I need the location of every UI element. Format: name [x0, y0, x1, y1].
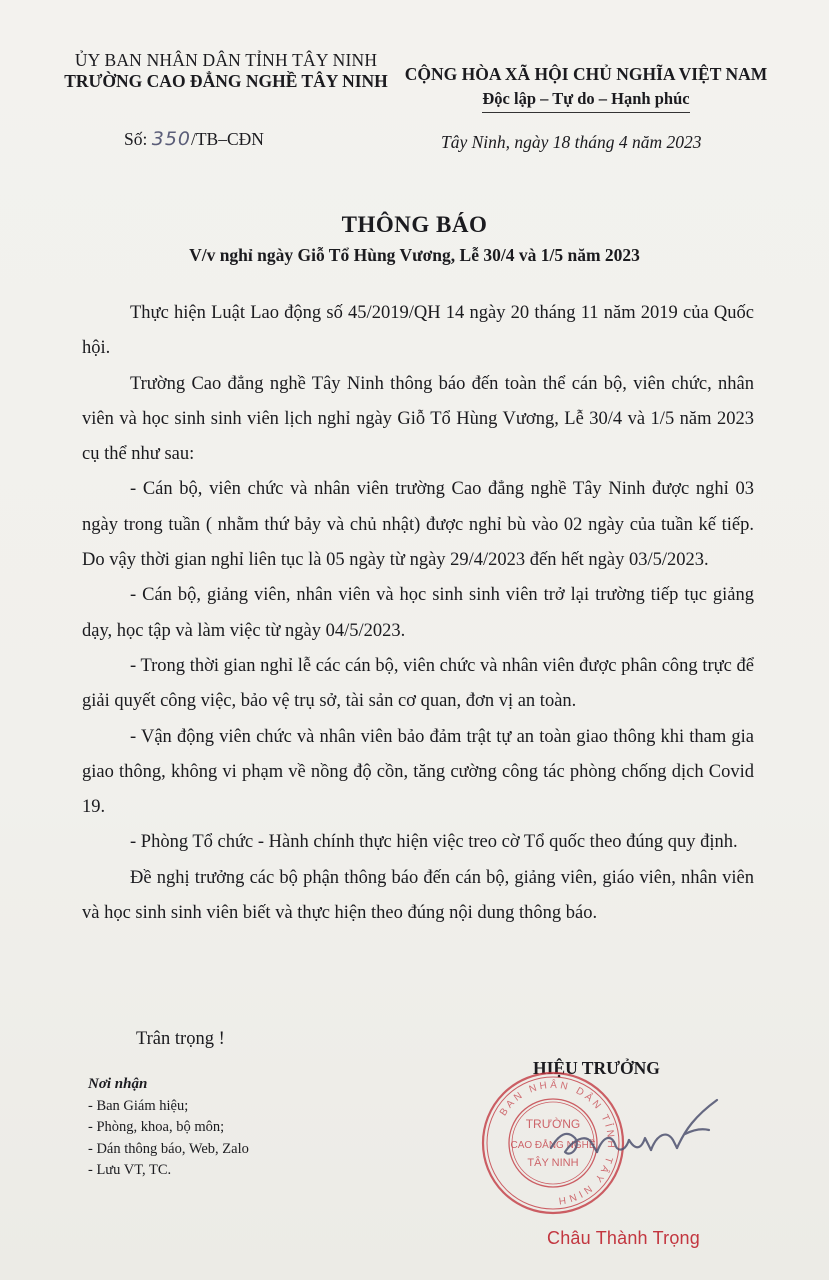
agency-line-2: TRƯỜNG CAO ĐẲNG NGHỀ TÂY NINH	[64, 71, 388, 91]
signer-name: Châu Thành Trọng	[547, 1228, 700, 1248]
paragraph: Đề nghị trưởng các bộ phận thông báo đến cán bộ, giảng viên, giáo viên, nhân viên và học sinh sinh viên biết và thực hiện theo đúng nội dung thông báo.	[82, 867, 754, 924]
recipient-item: - Ban Giám hiệu;	[88, 1097, 189, 1114]
document-body	[82, 296, 754, 931]
recipients-heading: Nơi nhận	[88, 1076, 148, 1092]
document-title: THÔNG BÁO	[341, 212, 488, 237]
stamp-center-line-3: TÂY NINH	[527, 1157, 579, 1169]
document-subtitle: V/v nghỉ ngày Giỗ Tổ Hùng Vương, Lễ 30/4 và 1/5 năm 2023	[189, 245, 640, 265]
paragraph: Trường Cao đẳng nghề Tây Ninh thông báo đến toàn thể cán bộ, viên chức, nhân viên và học sinh sinh viên lịch nghỉ ngày Giỗ Tổ Hùng Vương, Lễ 30/4 và 1/5 năm 2023 cụ thể như sau:	[82, 373, 754, 465]
handwritten-signature	[545, 1090, 725, 1170]
recipient-item: - Phòng, khoa, bộ môn;	[88, 1119, 225, 1135]
stamp-center-line-1: TRƯỜNG	[525, 1117, 581, 1131]
agency-line-1: ỦY BAN NHÂN DÂN TỈNH TÂY NINH	[74, 50, 378, 70]
paragraph: - Trong thời gian nghỉ lễ các cán bộ, viên chức và nhân viên được phân công trực để giải quyết công việc, bảo vệ trụ sở, tài sản cơ quan, đơn vị an toàn.	[82, 655, 754, 712]
paragraph: - Vận động viên chức và nhân viên bảo đảm trật tự an toàn giao thông khi tham gia giao thông, không vi phạm về nồng độ cồn, tăng cường công tác phòng chống dịch Covid 19.	[82, 726, 754, 818]
national-motto	[400, 62, 772, 113]
ref-number-handwritten: 350	[151, 128, 191, 150]
ref-suffix: /TB–CĐN	[191, 129, 264, 149]
ref-prefix: Số:	[124, 129, 148, 149]
motto-line-1: CỘNG HÒA XÃ HỘI CHỦ NGHĨA VIỆT NAM	[404, 64, 768, 84]
motto-line-2: Độc lập – Tự do – Hạnh phúc	[482, 87, 689, 113]
document-number	[124, 128, 264, 150]
stamp-center-line-2: CAO ĐẲNG NGHỀ	[510, 1140, 596, 1151]
recipients-block	[88, 1074, 249, 1182]
paragraph: - Cán bộ, viên chức và nhân viên trường Cao đẳng nghề Tây Ninh được nghỉ 03 ngày trong tuần ( nhằm thứ bảy và chủ nhật) được nghỉ bù vào 02 ngày của tuần kế tiếp. Do vậy thời gian nghỉ liên tục là 05 ngày từ ngày 29/4/2023 đến hết ngày 03/5/2023.	[82, 479, 754, 571]
signer-title: HIỆU TRƯỞNG	[533, 1058, 660, 1078]
stamp-ring-text: BAN NHÂN DÂN TỈNH TÂY NINH	[497, 1079, 617, 1207]
paragraph: Thực hiện Luật Lao động số 45/2019/QH 14 ngày 20 tháng 11 năm 2019 của Quốc hội.	[82, 303, 754, 359]
paragraph: - Cán bộ, giảng viên, nhân viên và học sinh sinh viên trở lại trường tiếp tục giảng dạy, học tập và làm việc từ ngày 04/5/2023.	[82, 585, 754, 641]
salutation: Trân trọng !	[136, 1029, 225, 1049]
recipient-item: - Dán thông báo, Web, Zalo	[88, 1140, 249, 1157]
date-line: Tây Ninh, ngày 18 tháng 4 năm 2023	[441, 132, 702, 152]
recipient-item: - Lưu VT, TC.	[88, 1162, 172, 1178]
issuing-agency	[56, 50, 396, 92]
paragraph: - Phòng Tổ chức - Hành chính thực hiện việc treo cờ Tổ quốc theo đúng quy định.	[130, 832, 738, 853]
